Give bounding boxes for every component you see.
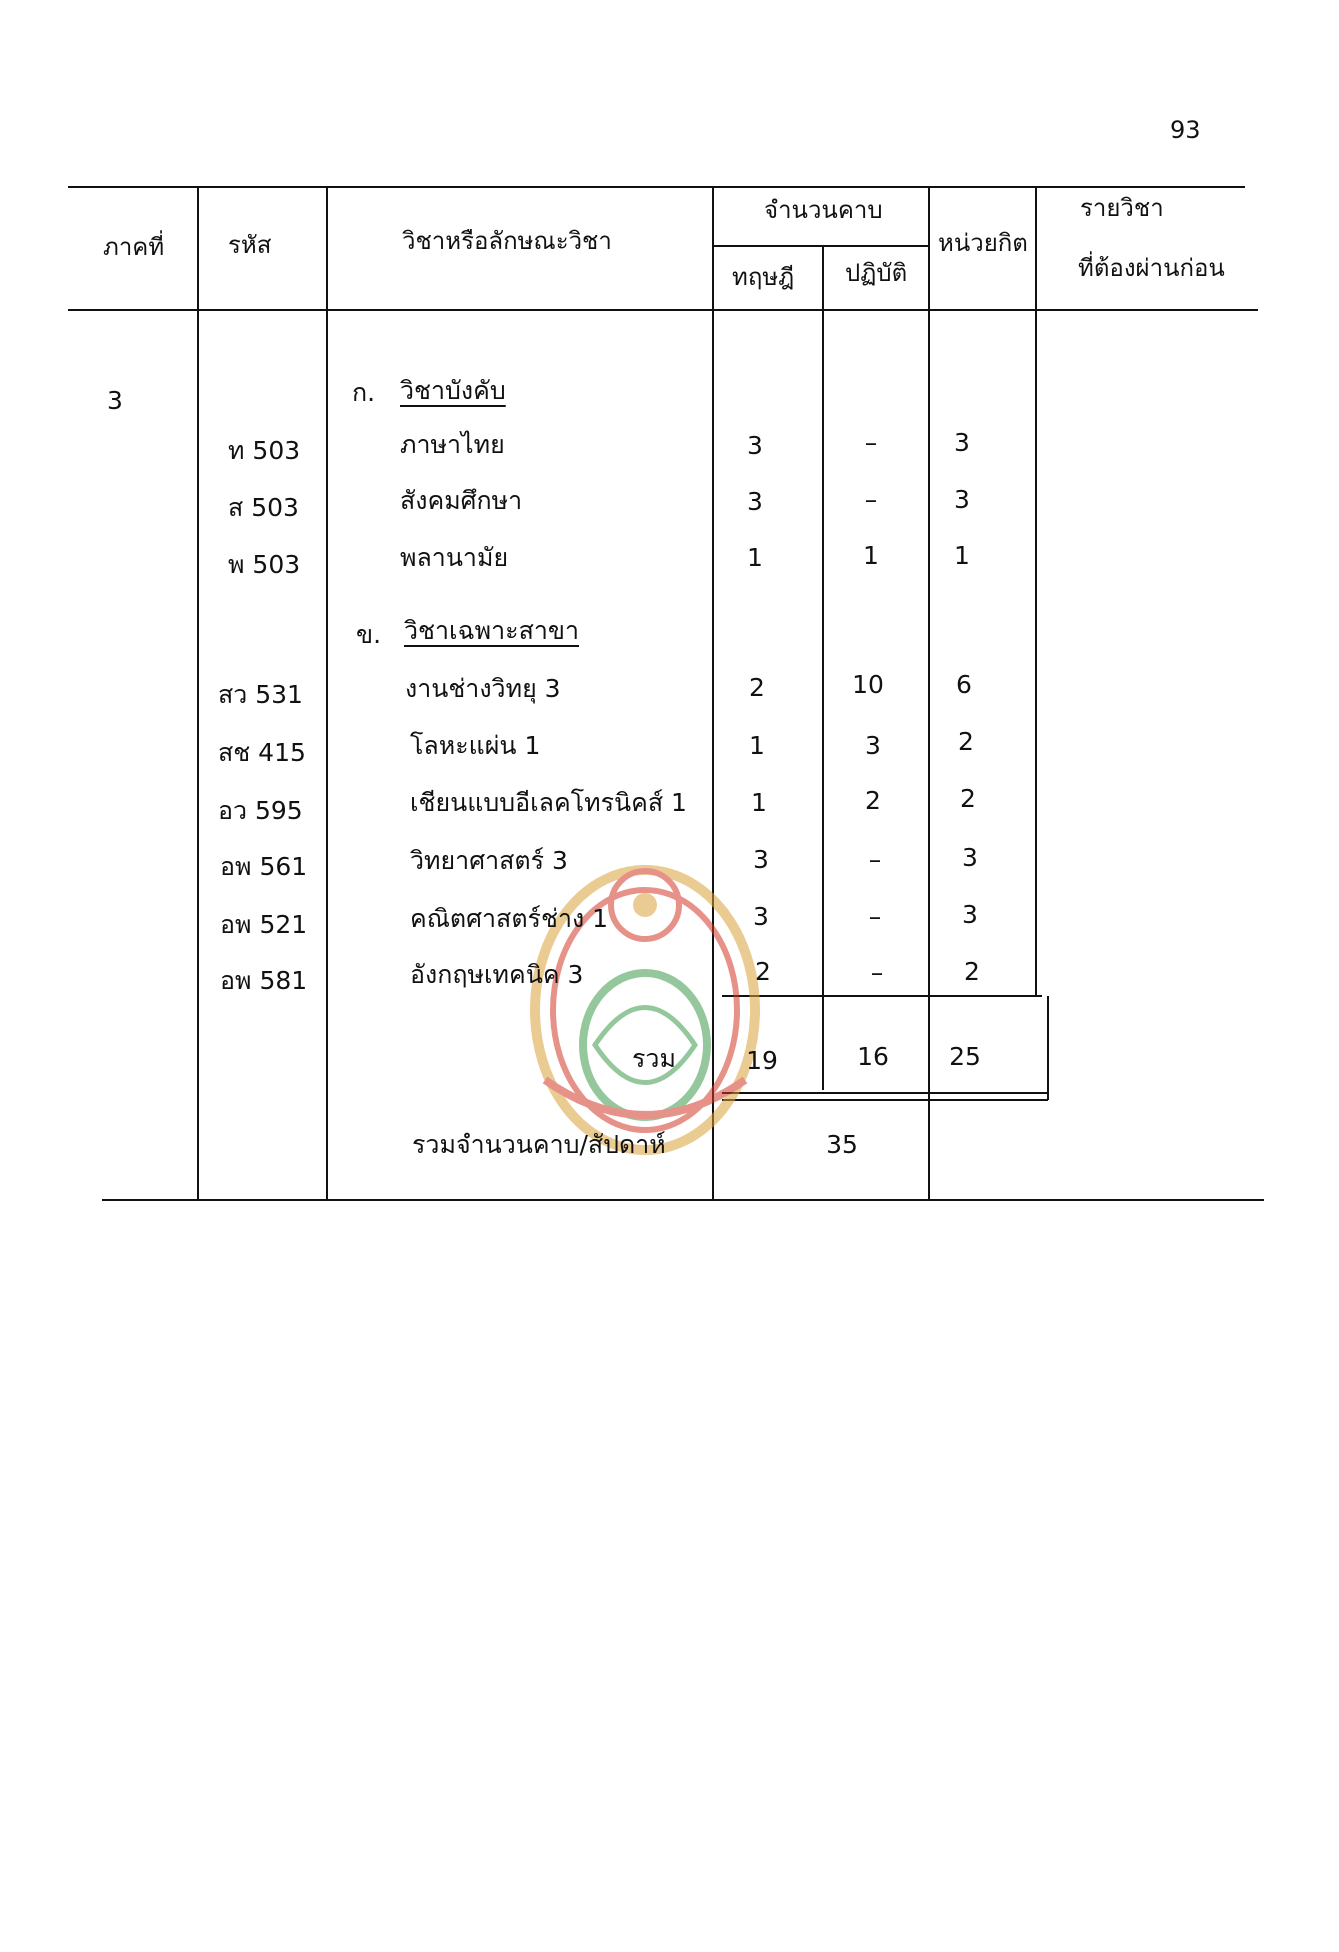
row-code: พ 503 bbox=[228, 550, 301, 579]
row-subject: เชียนแบบอีเลคโทรนิคส์ 1 bbox=[410, 788, 687, 817]
col-divider-theory bbox=[822, 245, 824, 1090]
row-code: ท 503 bbox=[228, 436, 301, 465]
row-practice: – bbox=[864, 428, 878, 457]
row-code: สช 415 bbox=[218, 738, 306, 767]
row-practice: – bbox=[868, 845, 882, 874]
row-theory: 2 bbox=[755, 957, 771, 986]
row-practice: 2 bbox=[865, 786, 881, 815]
totals-top-rule bbox=[722, 995, 1042, 997]
row-code: ส 503 bbox=[228, 493, 299, 522]
row-credits: 3 bbox=[962, 900, 978, 929]
row-credits: 2 bbox=[960, 784, 976, 813]
header-subject: วิชาหรือลักษณะวิชา bbox=[402, 227, 612, 255]
row-credits: 3 bbox=[962, 843, 978, 872]
row-theory: 1 bbox=[747, 543, 763, 572]
row-subject: โลหะแผ่น 1 bbox=[410, 731, 541, 760]
group-b-title: วิชาเฉพาะสาขา bbox=[404, 616, 579, 645]
col-divider-semester bbox=[197, 186, 199, 1200]
row-subject: ภาษาไทย bbox=[400, 430, 505, 459]
row-theory: 1 bbox=[749, 731, 765, 760]
row-subject: พลานามัย bbox=[400, 543, 509, 572]
row-practice: – bbox=[870, 958, 884, 987]
row-theory: 3 bbox=[747, 487, 763, 516]
header-semester: ภาคที่ bbox=[103, 233, 165, 261]
row-theory: 3 bbox=[753, 845, 769, 874]
row-code: อว 595 bbox=[218, 796, 303, 825]
row-subject: วิทยาศาสตร์ 3 bbox=[410, 846, 568, 875]
totals-double-rule-2 bbox=[722, 1099, 1048, 1101]
office-seal-watermark bbox=[525, 830, 765, 1160]
totals-practice: 16 bbox=[857, 1042, 889, 1071]
row-code: อพ 561 bbox=[220, 852, 308, 881]
row-practice: 3 bbox=[865, 731, 881, 760]
col-divider-credits-ext bbox=[1047, 996, 1049, 1100]
table-bottom-rule bbox=[102, 1199, 1264, 1201]
row-practice: – bbox=[868, 902, 882, 931]
periods-sub-rule bbox=[712, 245, 928, 247]
col-divider-practice bbox=[928, 186, 930, 1200]
row-practice: – bbox=[864, 485, 878, 514]
header-bottom-rule bbox=[68, 309, 1258, 311]
header-theory: ทฤษฎี bbox=[732, 263, 795, 291]
row-practice: 10 bbox=[852, 670, 884, 699]
table-top-rule-right bbox=[1205, 186, 1245, 188]
row-practice: 1 bbox=[863, 541, 879, 570]
header-prereq-line2: ที่ต้องผ่านก่อน bbox=[1078, 254, 1225, 282]
group-b-label: ข. bbox=[356, 620, 382, 649]
row-code: อพ 521 bbox=[220, 910, 308, 939]
row-theory: 3 bbox=[747, 431, 763, 460]
col-divider-code bbox=[326, 186, 328, 1200]
totals-theory: 19 bbox=[746, 1046, 778, 1075]
weekly-periods-label: รวมจำนวนคาบ/สัปดาห์ bbox=[412, 1130, 666, 1159]
totals-credits: 25 bbox=[949, 1042, 981, 1071]
row-subject: คณิตศาสตร์ช่าง 1 bbox=[410, 904, 609, 933]
weekly-periods-value: 35 bbox=[826, 1130, 858, 1159]
row-credits: 1 bbox=[954, 541, 970, 570]
row-credits: 2 bbox=[964, 957, 980, 986]
group-a-label: ก. bbox=[352, 378, 376, 407]
row-theory: 2 bbox=[749, 673, 765, 702]
row-theory: 1 bbox=[751, 788, 767, 817]
row-subject: งานช่างวิทยุ 3 bbox=[405, 674, 561, 703]
row-code: สว 531 bbox=[218, 680, 303, 709]
row-theory: 3 bbox=[753, 902, 769, 931]
totals-label: รวม bbox=[632, 1044, 676, 1073]
row-subject: อังกฤษเทคนิค 3 bbox=[410, 960, 584, 989]
row-code: อพ 581 bbox=[220, 966, 308, 995]
row-credits: 6 bbox=[956, 670, 972, 699]
col-divider-credits bbox=[1035, 186, 1037, 996]
row-credits: 2 bbox=[958, 727, 974, 756]
row-subject: สังคมศึกษา bbox=[400, 486, 523, 515]
header-periods: จำนวนคาบ bbox=[764, 196, 883, 224]
header-prereq-line1: รายวิชา bbox=[1080, 194, 1164, 222]
group-a-title: วิชาบังคับ bbox=[400, 376, 506, 405]
semester-value: 3 bbox=[107, 386, 123, 415]
header-credits: หน่วยกิต bbox=[938, 229, 1028, 257]
row-credits: 3 bbox=[954, 428, 970, 457]
header-code: รหัส bbox=[228, 231, 272, 259]
table-top-rule bbox=[68, 186, 1218, 188]
page-number: 93 bbox=[1170, 116, 1201, 144]
row-credits: 3 bbox=[954, 485, 970, 514]
totals-double-rule-1 bbox=[722, 1092, 1048, 1094]
header-practice: ปฏิบัติ bbox=[845, 259, 908, 287]
